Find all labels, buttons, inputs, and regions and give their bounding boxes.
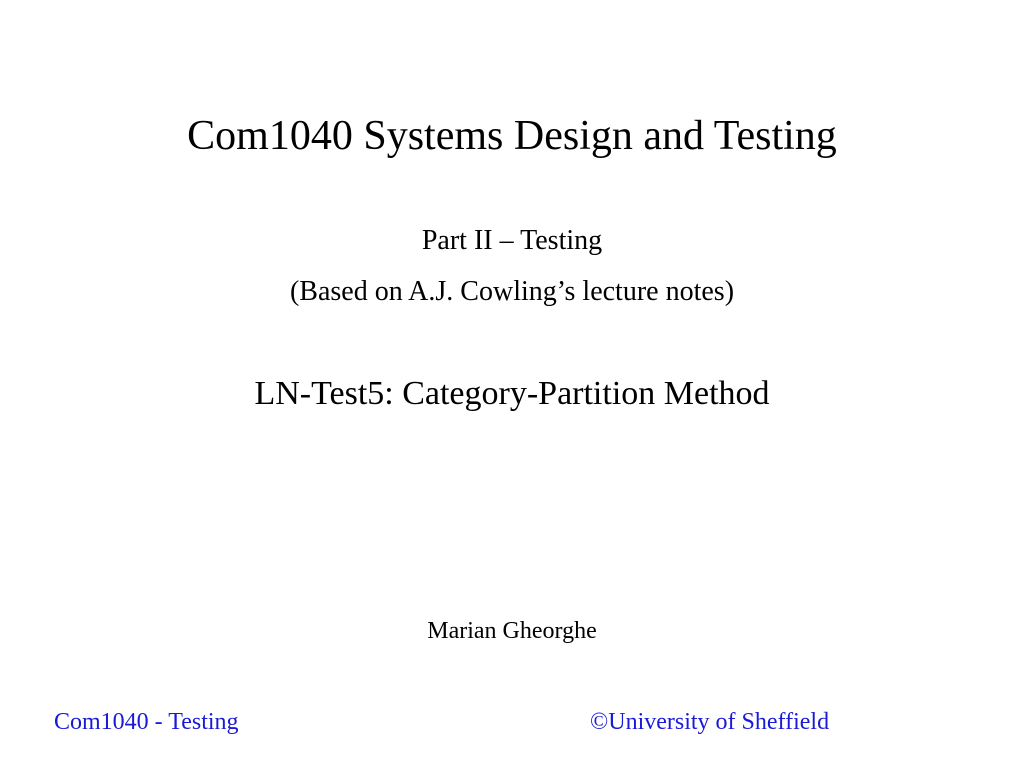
slide-title: Com1040 Systems Design and Testing bbox=[187, 113, 837, 159]
lecture-topic: LN-Test5: Category-Partition Method bbox=[254, 375, 770, 412]
part-subtitle: Part II – Testing bbox=[421, 225, 603, 256]
footer-copyright: ©University of Sheffield bbox=[590, 709, 830, 735]
author-name: Marian Gheorghe bbox=[427, 618, 597, 644]
based-on-note: (Based on A.J. Cowling’s lecture notes) bbox=[289, 276, 735, 307]
footer-course: Com1040 - Testing bbox=[54, 709, 239, 735]
